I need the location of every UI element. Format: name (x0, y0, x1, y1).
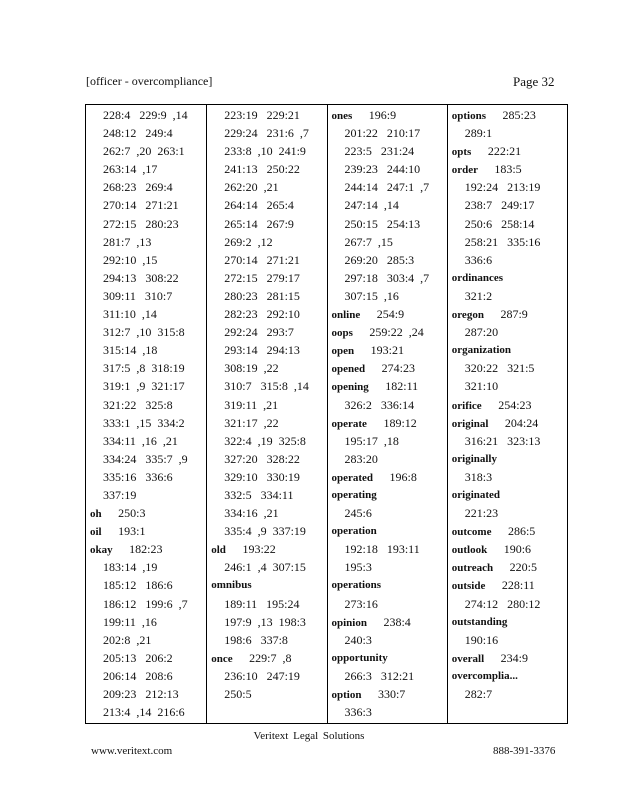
index-term: order (451, 164, 478, 177)
page-line-refs: 205:13 206:2 (103, 650, 173, 665)
index-entry (448, 613, 567, 631)
index-term: opts (451, 146, 472, 159)
index-term: oh (90, 508, 102, 521)
index-term: opinion (331, 616, 367, 629)
footer-website: www.veritext.com (91, 745, 173, 757)
index-term: opportunity (331, 651, 388, 664)
page-line-refs: 270:14 271:21 (103, 198, 179, 213)
page-line-refs: 292:24 293:7 (224, 325, 294, 340)
index-entry (448, 160, 567, 178)
index-entry (207, 649, 326, 667)
page-line-refs: 286:5 (507, 524, 536, 539)
page-line-refs: 294:13 308:22 (103, 270, 179, 285)
index-entry (328, 685, 447, 703)
page-line-refs: 238:7 249:17 (464, 198, 535, 213)
index-entry (207, 540, 326, 558)
page-line-refs: 333:1 ,15 334:2 (103, 415, 185, 430)
page-line-refs: 250:5 (224, 687, 252, 701)
page-line-refs: 327:20 328:22 (224, 451, 300, 466)
page-line-refs: 267:7 ,15 (344, 234, 393, 249)
page-line-refs: 262:20 ,21 (224, 180, 279, 195)
page-line-refs: 185:12 186:6 (103, 578, 173, 593)
index-term: originally (451, 452, 497, 465)
index-term: overcomplia... (451, 669, 518, 682)
page-line-refs: 236:10 247:19 (224, 668, 300, 683)
page-line-refs: 248:12 249:4 (103, 126, 173, 141)
page-line-refs: 274:23 (381, 361, 415, 376)
page-line-refs: 264:14 265:4 (224, 198, 294, 213)
index-term: option (331, 689, 362, 701)
page-line-refs: 316:21 323:13 (464, 433, 541, 448)
page-line-refs: 183:14 ,19 (103, 560, 158, 575)
page-number: Page 32 (513, 74, 555, 89)
index-term: organization (451, 344, 512, 357)
page-line-refs: 228:4 229:9 ,14 (103, 108, 188, 122)
page-line-refs: 289:1 (464, 126, 493, 141)
page-line-refs: 274:12 280:12 (464, 596, 541, 611)
page-line-refs: 334:24 335:7 ,9 (103, 451, 188, 466)
page-line-refs: 335:16 336:6 (103, 469, 173, 484)
index-entry (448, 486, 567, 504)
page-line-refs: 195:3 (344, 560, 372, 575)
page-line-refs: 269:20 285:3 (344, 252, 415, 267)
index-term: outstanding (451, 615, 508, 628)
index-entry (86, 522, 206, 540)
page-line-refs: 310:7 315:8 ,14 (224, 379, 309, 394)
index-term: outreach (451, 562, 494, 575)
page-line-refs: 220:5 (509, 560, 537, 575)
page-line-refs: 287:20 (464, 325, 499, 340)
index-term: oregon (451, 309, 484, 322)
page-line-refs: 204:24 (504, 415, 539, 430)
index-entry (86, 540, 206, 558)
page-line-refs: 336:6 (464, 252, 493, 267)
index-entry (328, 377, 447, 395)
page-line-refs: 239:23 244:10 (344, 162, 421, 177)
index-term: once (211, 652, 233, 665)
index-term: operating (331, 488, 377, 501)
page-line-refs: 312:7 ,10 315:8 (103, 325, 185, 340)
index-entry (328, 486, 447, 504)
page-line-refs: 335:4 ,9 337:19 (224, 524, 306, 539)
page-line-refs: 254:9 (376, 307, 405, 322)
index-term: opening (331, 381, 369, 394)
page-line-refs: 201:22 210:17 (344, 126, 421, 141)
page-line-refs: 190:6 (503, 542, 532, 557)
page-line-refs: 308:19 ,22 (224, 361, 279, 376)
index-entry (328, 613, 447, 631)
index-entry (448, 576, 567, 594)
index-entry (328, 305, 447, 323)
page-line-refs: 273:16 (344, 596, 378, 611)
page-line-refs: 334:16 ,21 (224, 506, 279, 521)
page-line-refs: 223:19 229:21 (224, 108, 300, 122)
page-line-refs: 319:1 ,9 321:17 (103, 379, 185, 394)
index-entry (328, 106, 447, 124)
page-line-refs: 322:4 ,19 325:8 (224, 433, 306, 448)
page-line-refs: 229:7 ,8 (249, 650, 292, 665)
page-line-refs: 285:23 (502, 108, 536, 122)
page-line-refs: 326:2 336:14 (344, 397, 415, 412)
page-line-refs: 259:22 ,24 (369, 325, 424, 340)
index-entry (448, 269, 567, 287)
page-line-refs: 196:8 (389, 469, 417, 484)
footer-phone: 888-391-3376 (493, 745, 556, 757)
page-line-refs: 321:22 325:8 (103, 397, 173, 412)
page-line-refs: 250:15 254:13 (344, 216, 421, 231)
page-line-refs: 293:14 294:13 (224, 343, 300, 358)
page-line-refs: 222:21 (487, 144, 522, 159)
page-line-refs: 198:6 337:8 (224, 632, 288, 647)
footer-company: Veritext Legal Solutions (253, 730, 365, 742)
page-line-refs: 258:21 335:16 (464, 234, 541, 249)
page-line-refs: 318:3 (464, 469, 493, 484)
page-line-refs: 213:4 ,14 216:6 (103, 705, 185, 720)
index-entry (328, 649, 447, 667)
index-column-4 (447, 105, 567, 723)
index-entry (328, 359, 447, 377)
index-entry (448, 106, 567, 124)
index-term: oops (331, 327, 353, 340)
page-line-refs: 199:11 ,16 (103, 614, 157, 629)
page-line-refs: 246:1 ,4 307:15 (224, 560, 306, 575)
page-line-refs: 195:17 ,18 (344, 433, 399, 448)
page-line-refs: 329:10 330:19 (224, 469, 300, 484)
page-line-refs: 265:14 267:9 (224, 216, 294, 231)
page-line-refs: 206:14 208:6 (103, 668, 173, 683)
index-entry (448, 414, 567, 432)
page-line-refs: 321:10 (464, 379, 499, 394)
index-entry (448, 450, 567, 468)
page-line-refs: 330:7 (377, 687, 406, 701)
page-line-refs: 183:5 (494, 162, 522, 177)
page-line-refs: 307:15 ,16 (344, 288, 399, 303)
page-line-refs: 197:9 ,13 198:3 (224, 614, 306, 629)
page-line-refs: 309:11 310:7 (103, 288, 173, 303)
index-entry (448, 305, 567, 323)
page-line-refs: 266:3 312:21 (344, 668, 415, 683)
page-line-refs: 192:18 193:11 (344, 542, 420, 557)
index-entry (328, 341, 447, 359)
page-line-refs: 190:16 (464, 632, 499, 647)
index-term: online (331, 309, 361, 322)
index-term: open (331, 345, 355, 358)
index-term: operate (331, 417, 367, 430)
index-term: okay (90, 544, 113, 557)
index-entry (328, 576, 447, 594)
page-line-refs: 297:18 303:4 ,7 (344, 270, 430, 285)
page-line-refs: 287:9 (500, 307, 528, 322)
page-line-refs: 337:19 (103, 487, 137, 502)
page-line-refs: 319:11 ,21 (224, 397, 279, 412)
page-line-refs: 280:23 281:15 (224, 288, 300, 303)
page-line-refs: 186:12 199:6 ,7 (103, 596, 188, 611)
index-term: original (451, 417, 489, 430)
index-term: oil (90, 526, 102, 539)
page-line-refs: 321:2 (464, 288, 493, 303)
index-table (85, 104, 568, 724)
index-entry (448, 522, 567, 540)
page-line-refs: 189:11 195:24 (224, 596, 300, 611)
page-line-refs: 229:24 231:6 ,7 (224, 126, 309, 141)
page-line-refs: 244:14 247:1 ,7 (344, 180, 430, 195)
page-line-refs: 268:23 269:4 (103, 180, 173, 195)
page-line-refs: 315:14 ,18 (103, 343, 158, 358)
page-line-refs: 332:5 334:11 (224, 487, 294, 502)
index-entry (448, 667, 567, 685)
page-line-refs: 233:8 ,10 241:9 (224, 144, 306, 159)
page-line-refs: 272:15 279:17 (224, 270, 300, 285)
page-line-refs: 245:6 (344, 506, 372, 521)
page-line-refs: 247:14 ,14 (344, 198, 399, 213)
header-range: [officer - overcompliance] (86, 74, 213, 88)
index-term: outcome (451, 526, 492, 539)
page-line-refs: 223:5 231:24 (344, 144, 415, 159)
page-line-refs: 254:23 (498, 397, 532, 412)
index-entry (328, 468, 447, 486)
page-line-refs: 193:22 (242, 542, 276, 557)
index-term: ones (331, 110, 353, 122)
page-line-refs: 311:10 ,14 (103, 307, 157, 322)
index-entry (207, 576, 326, 594)
index-entry (328, 323, 447, 341)
page-line-refs: 234:9 (500, 650, 528, 665)
index-term: operated (331, 471, 374, 484)
index-entry (448, 396, 567, 414)
index-term: options (451, 110, 486, 122)
index-entry (448, 649, 567, 667)
page-line-refs: 282:23 292:10 (224, 307, 300, 322)
index-term: orifice (451, 399, 482, 412)
index-term: opened (331, 363, 366, 376)
page-line-refs: 282:7 (464, 687, 493, 701)
page-line-refs: 281:7 ,13 (103, 234, 152, 249)
page-line-refs: 193:21 (370, 343, 404, 358)
index-term: operations (331, 579, 381, 592)
index-entry (448, 142, 567, 160)
index-term: ordinances (451, 271, 504, 284)
index-term: operation (331, 525, 377, 538)
index-column-2 (206, 105, 326, 723)
page-line-refs: 182:11 (385, 379, 419, 394)
index-column-1 (86, 105, 206, 723)
page-line-refs: 192:24 213:19 (464, 180, 541, 195)
page-line-refs: 292:10 ,15 (103, 252, 158, 267)
page-line-refs: 269:2 ,12 (224, 234, 273, 249)
page-line-refs: 250:3 (118, 506, 146, 521)
page-line-refs: 321:17 ,22 (224, 415, 279, 430)
page-line-refs: 317:5 ,8 318:19 (103, 361, 185, 376)
page-line-refs: 283:20 (344, 451, 378, 466)
page-line-refs: 238:4 (383, 614, 411, 629)
index-entry (448, 540, 567, 558)
page-line-refs: 270:14 271:21 (224, 252, 300, 267)
page-line-refs: 209:23 212:13 (103, 687, 179, 701)
page-line-refs: 250:6 258:14 (464, 216, 535, 231)
page-line-refs: 182:23 (129, 542, 163, 557)
page-line-refs: 193:1 (118, 524, 146, 539)
page-line-refs: 202:8 ,21 (103, 632, 152, 647)
page-line-refs: 221:23 (464, 506, 499, 521)
page-line-refs: 189:12 (383, 415, 417, 430)
page-line-refs: 228:11 (501, 578, 535, 593)
page-line-refs: 320:22 321:5 (464, 361, 535, 376)
index-term: outside (451, 580, 486, 593)
index-term: old (211, 544, 226, 557)
index-entry (86, 504, 206, 522)
index-entry (328, 414, 447, 432)
index-entry (328, 522, 447, 540)
page-line-refs: 241:13 250:22 (224, 162, 300, 177)
page-line-refs: 240:3 (344, 632, 372, 647)
page-line-refs: 262:7 ,20 263:1 (103, 144, 185, 159)
index-term: omnibus (211, 579, 252, 592)
page-line-refs: 263:14 ,17 (103, 162, 158, 177)
page-line-refs: 334:11 ,16 ,21 (103, 433, 178, 448)
index-term: originated (451, 488, 501, 501)
index-entry (448, 558, 567, 576)
index-term: outlook (451, 544, 488, 557)
index-term: overall (451, 652, 485, 665)
page-line-refs: 336:3 (344, 705, 372, 720)
index-column-3 (327, 105, 447, 723)
index-entry (448, 341, 567, 359)
page-line-refs: 272:15 280:23 (103, 216, 179, 231)
page-line-refs: 196:9 (368, 108, 397, 122)
